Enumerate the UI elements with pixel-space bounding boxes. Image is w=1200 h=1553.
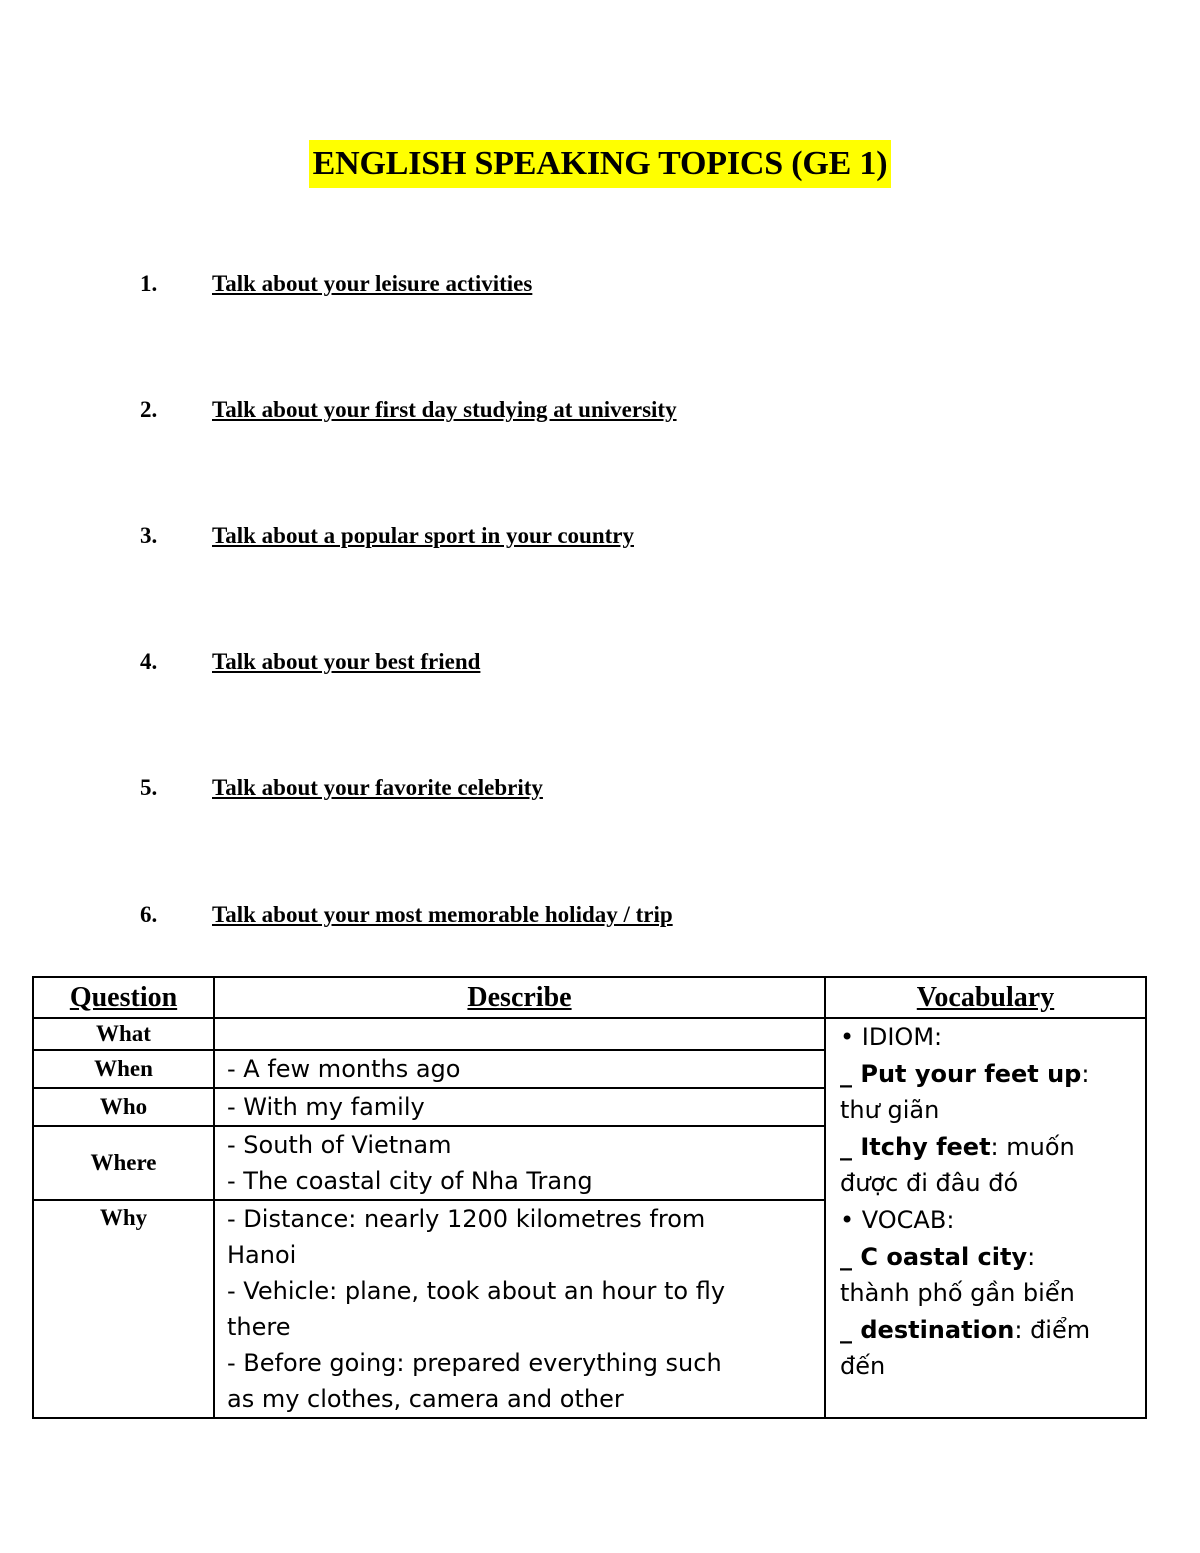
- topic-item: [140, 772, 543, 804]
- topic-number: 3.: [140, 523, 158, 548]
- vocab-entry: [840, 1239, 1135, 1276]
- idiom-term: Itchy feet: [860, 1132, 991, 1161]
- vocab-meaning: đến: [840, 1352, 886, 1381]
- idiom-prefix: _: [840, 1059, 861, 1088]
- vocab-separator: :: [1027, 1242, 1036, 1271]
- vocab-separator: : điểm: [1014, 1315, 1091, 1344]
- vocab-heading: • VOCAB:: [840, 1205, 955, 1234]
- header-vocabulary: Vocabulary: [825, 977, 1146, 1018]
- idiom-prefix: _: [840, 1132, 861, 1161]
- question-where: Where: [33, 1126, 214, 1200]
- topic-detail-table: [32, 976, 1147, 1419]
- vocab-term: C oastal city: [860, 1242, 1028, 1271]
- vocab-prefix: _: [840, 1315, 861, 1344]
- describe-where: [214, 1126, 825, 1200]
- idiom-heading: • IDIOM:: [840, 1023, 943, 1051]
- idiom-term: Put your feet up: [860, 1059, 1082, 1088]
- question-what: What: [33, 1018, 214, 1050]
- topic-number: 2.: [140, 397, 158, 422]
- topic-item: [140, 899, 673, 931]
- topic-text: Talk about your favorite celebrity: [212, 775, 543, 800]
- topic-number: 4.: [140, 649, 158, 674]
- topic-text: Talk about your best friend: [212, 649, 481, 674]
- idiom-meaning: thư giãn: [840, 1096, 940, 1125]
- topic-number: 6.: [140, 902, 158, 927]
- idiom-entry: [840, 1129, 1135, 1166]
- topic-number: 1.: [140, 271, 158, 296]
- title-container: [0, 140, 1200, 188]
- vocab-term: destination: [860, 1315, 1015, 1344]
- question-why: Why: [33, 1200, 214, 1418]
- topic-item: [140, 268, 532, 300]
- table-row: [33, 1018, 1146, 1050]
- topic-text: Talk about your most memorable holiday / trip: [212, 902, 673, 927]
- header-question: Question: [33, 977, 214, 1018]
- describe-line: - The coastal city of Nha Trang: [227, 1167, 593, 1195]
- vocab-entry: [840, 1312, 1135, 1349]
- question-who: Who: [33, 1088, 214, 1126]
- describe-why: [214, 1200, 825, 1418]
- vocab-meaning: thành phố gần biển: [840, 1279, 1075, 1308]
- idiom-separator: :: [1081, 1059, 1090, 1088]
- vocab-prefix: _: [840, 1242, 861, 1271]
- topic-text: Talk about your first day studying at university: [212, 397, 677, 422]
- describe-line: there: [227, 1313, 291, 1341]
- topic-text: Talk about your leisure activities: [212, 271, 533, 296]
- describe-line: - Before going: prepared everything such: [227, 1349, 722, 1377]
- topic-number: 5.: [140, 775, 158, 800]
- idiom-meaning: được đi đâu đó: [840, 1169, 1019, 1198]
- page-title: ENGLISH SPEAKING TOPICS (GE 1): [309, 140, 892, 188]
- describe-what: [214, 1018, 825, 1050]
- describe-line: - Vehicle: plane, took about an hour to fly: [227, 1277, 726, 1305]
- table-header-row: [33, 977, 1146, 1018]
- describe-line: - South of Vietnam: [227, 1131, 452, 1159]
- question-when: When: [33, 1050, 214, 1088]
- vocabulary-cell: [825, 1018, 1146, 1418]
- describe-line: - Distance: nearly 1200 kilometres from: [227, 1205, 706, 1233]
- topic-text: Talk about a popular sport in your country: [212, 523, 634, 548]
- describe-who: - With my family: [214, 1088, 825, 1126]
- describe-when: - A few months ago: [214, 1050, 825, 1088]
- topic-item: [140, 520, 634, 552]
- describe-line: as my clothes, camera and other: [227, 1385, 624, 1413]
- topic-item: [140, 646, 480, 678]
- topic-item: [140, 394, 677, 426]
- idiom-separator: : muốn: [990, 1132, 1075, 1161]
- header-describe: Describe: [214, 977, 825, 1018]
- idiom-entry: [840, 1056, 1135, 1093]
- describe-line: Hanoi: [227, 1241, 297, 1269]
